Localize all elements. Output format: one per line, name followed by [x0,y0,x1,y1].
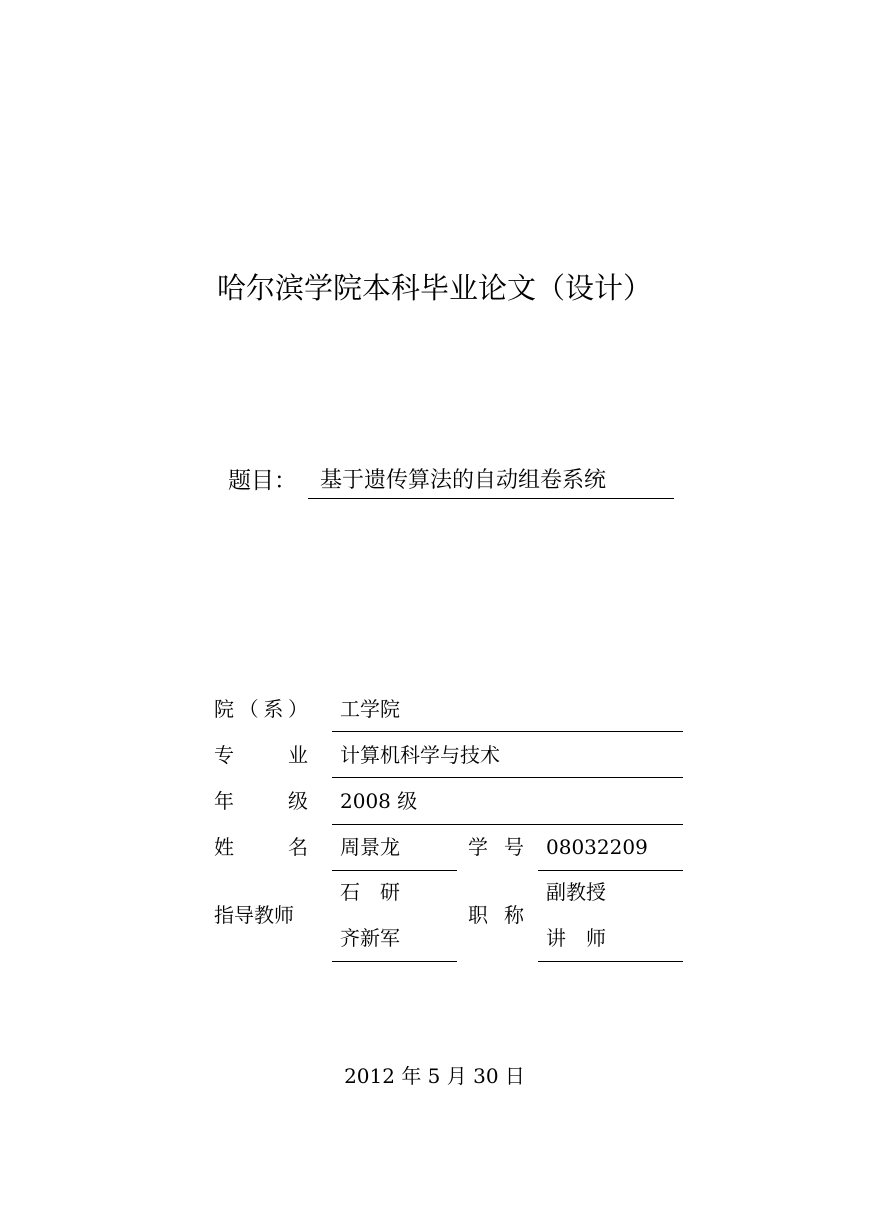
thesis-main-title: 哈尔滨学院本科毕业论文（设计） [216,271,652,305]
submission-date: 2012 年 5 月 30 日 [344,1064,525,1088]
title-rank-label [468,901,524,929]
title-rank-value: 副教授 [546,880,606,904]
title-rank-label-part: 称 [504,903,524,927]
name-underline [332,870,457,871]
student-id-value: 08032209 [546,835,648,859]
department-label [214,695,308,723]
advisor-name: 石 研 [340,880,400,904]
advisor-label: 指导教师 [214,903,294,927]
title-rank-underline [538,961,683,962]
department-underline [332,731,683,732]
topic-value: 基于遗传算法的自动组卷系统 [308,464,674,499]
advisor-name: 齐新军 [340,926,400,950]
student-id-underline [538,870,683,871]
student-id-label-part: 号 [504,835,524,859]
advisor-underline [332,961,457,962]
major-value: 计算机科学与技术 [340,743,500,767]
title-rank-label-part: 职 [468,903,488,927]
name-label-part: 姓 [214,835,234,859]
department-label-part: ） [287,697,308,721]
grade-label-part: 年 [214,789,234,813]
department-label-part: 系 [263,697,284,721]
student-id-label [468,833,524,861]
grade-label [214,787,308,815]
name-value: 周景龙 [340,835,400,859]
major-label-part: 业 [288,743,308,767]
department-label-part: 院 [214,697,234,721]
major-label [214,741,308,769]
title-rank-value: 讲 师 [546,926,606,950]
grade-underline [332,824,683,825]
grade-label-part: 级 [288,789,308,813]
major-label-part: 专 [214,743,234,767]
topic-label: 题目： [228,468,297,494]
student-id-label-part: 学 [468,835,488,859]
grade-value: 2008 级 [340,789,418,813]
name-label [214,833,308,861]
department-label-part: （ [238,697,259,721]
name-label-part: 名 [288,835,308,859]
major-underline [332,777,683,778]
department-value: 工学院 [340,697,400,721]
